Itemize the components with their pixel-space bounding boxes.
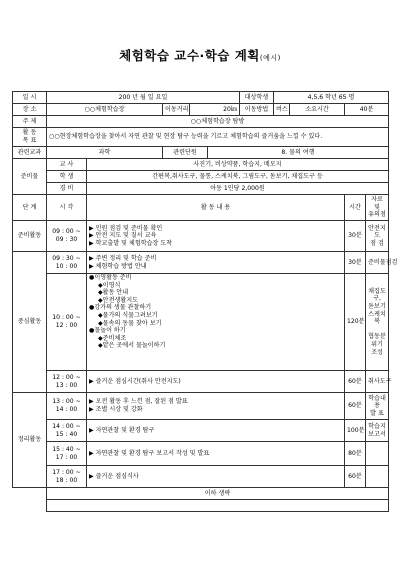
target-value: 4,5,6 학년 65 명 — [274, 92, 389, 104]
row-content — [87, 393, 345, 420]
subject-value: 과학 — [47, 147, 163, 159]
content-item: ▶ 즐거운 점심식사 — [89, 472, 139, 480]
row-note: 준비물점검 — [366, 252, 389, 274]
prep-label: 준비물 — [13, 159, 47, 195]
head-duration: 시간 — [345, 195, 366, 221]
row-duration: 60분 — [345, 466, 366, 488]
content-item: ▶ 학교출발 및 체험학습장 도착 — [89, 239, 173, 247]
stage-prep: 준비활동 — [13, 221, 47, 252]
row-time: 09 : 00 ~ 09 : 30 — [47, 221, 87, 252]
table-row — [13, 442, 389, 466]
document-title: 체험학습 교수·학습 계획(예시) — [119, 48, 281, 63]
row-note: 안전지도 점 검 — [366, 221, 389, 252]
goal-value: ○○현장체험학습장을 찾아서 자연 관찰 및 현장 탐구 능력을 기르고 체험학습의 즐거움을 느낄 수 있다. — [47, 128, 389, 147]
table-row — [13, 274, 389, 371]
unit-value: 8. 물의 여행 — [208, 147, 389, 159]
row-time: 09 : 30 ~ 10 : 00 — [47, 252, 87, 274]
row-date — [13, 92, 389, 104]
row-time: 17 : 00 ~ 18 : 00 — [47, 466, 87, 488]
content-item: ▶ 안전 지도 및 질서 교육 — [89, 232, 157, 240]
row-note — [366, 442, 389, 466]
footer-space — [47, 500, 389, 512]
table-row — [13, 466, 389, 488]
row-footer-space — [13, 500, 389, 512]
content-item: ◆물속의 동물 찾아 보기 — [98, 319, 162, 327]
row-duration: 60분 — [345, 393, 366, 420]
table-row — [13, 393, 389, 420]
content-item: ▶ 조별 시상 및 강화 — [89, 406, 143, 413]
method-label: 이동방법 — [240, 104, 274, 116]
row-goal — [13, 128, 389, 147]
row-content — [87, 274, 345, 371]
content-item: ●이영활동 준비 — [89, 274, 132, 281]
row-content — [87, 420, 345, 442]
head-stage: 단 계 — [13, 195, 47, 221]
stage-middle: 중심활동 — [13, 252, 47, 393]
content-item: ◆안전생활지도 — [98, 296, 139, 304]
row-duration: 30분 — [345, 252, 366, 274]
row-theme — [13, 116, 389, 128]
place-label: 장 소 — [13, 104, 47, 116]
head-content: 활 동 내 용 — [87, 195, 345, 221]
method-value: 버스 — [274, 104, 290, 116]
row-prep-student — [13, 171, 389, 183]
teacher-label: 교 사 — [47, 159, 87, 171]
row-time: 10 : 00 ~ 12 : 00 — [47, 274, 87, 371]
row-duration: 60분 — [345, 371, 366, 393]
date-value: 200 년 월 일 요일 — [47, 92, 240, 104]
distance-value: 20㎞ — [190, 104, 240, 116]
cost-label: 경 비 — [47, 183, 87, 195]
table-row — [13, 221, 389, 252]
student-value: 간편복,취사도구, 물통, 스케치북, 그림도구, 돋보기, 채집도구 등 — [87, 171, 389, 183]
content-item: ▶ 즐거운 점심시간(취사 안전지도) — [89, 377, 181, 385]
footer-blank — [13, 488, 47, 500]
row-note — [366, 466, 389, 488]
row-content — [87, 466, 345, 488]
row-time: 13 : 00 ~ 14 : 00 — [47, 393, 87, 420]
content-item: ◆얕은 곳에서 물놀이하기 — [98, 342, 166, 350]
distance-label: 이동거리 — [163, 104, 190, 116]
row-subject — [13, 147, 389, 159]
content-item: ▶ 자연관찰 및 환경 탐구 보고서 작성 및 발표 — [89, 449, 210, 457]
table-row — [13, 252, 389, 274]
content-item: ◆준비체조 — [98, 334, 127, 342]
row-time: 15 : 40 ~ 17 : 00 — [47, 442, 87, 466]
stage-wrap: 정리활동 — [13, 393, 47, 488]
place-value: ○○체험학습장 — [47, 104, 163, 116]
content-item: ▶ 주변 정리 및 학습 준비 — [89, 254, 157, 262]
row-duration: 120분 — [345, 274, 366, 371]
row-duration: 80분 — [345, 442, 366, 466]
footer-space-left — [13, 500, 47, 512]
row-time: 14 : 00 ~ 15 : 40 — [47, 420, 87, 442]
content-item: ▶ 체험학습 방법 안내 — [89, 262, 147, 270]
row-prep-teacher — [13, 159, 389, 171]
row-header — [13, 195, 389, 221]
row-duration: 30분 — [345, 221, 366, 252]
content-item: ●물놀이 하기 — [89, 327, 126, 335]
date-label: 일 시 — [13, 92, 47, 104]
row-note: 채집도구, 돋보기 스케치북 협동분위기 조성 — [366, 274, 389, 371]
row-content — [87, 371, 345, 393]
goal-label: 활 동 목 표 — [13, 128, 47, 147]
row-prep-cost — [13, 183, 389, 195]
content-item: ▶ 자연관찰 및 환경 탐구 — [89, 426, 155, 434]
content-item: ◆활동 안내 — [98, 289, 129, 297]
content-item: ◆이영식 — [98, 281, 121, 289]
theme-label: 주 제 — [13, 116, 47, 128]
theme-value: ○○체험학습장 탐방 — [47, 116, 389, 128]
time-value: 40분 — [345, 104, 389, 116]
unit-label: 관련단원 — [163, 147, 208, 159]
row-footer — [13, 488, 389, 500]
content-item: ▶ 오전 활동 후 느낀 점, 잘된 점 발표 — [89, 398, 188, 406]
row-note: 학습지 보고서 — [366, 420, 389, 442]
row-content — [87, 442, 345, 466]
cost-value: 아동 1인당 2,000원 — [87, 183, 389, 195]
row-content — [87, 252, 345, 274]
plan-table — [12, 91, 398, 512]
row-note: 취사도구 — [366, 371, 389, 393]
title-sub: (예시) — [259, 54, 281, 62]
table-row — [13, 371, 389, 393]
student-label: 학 생 — [47, 171, 87, 183]
row-duration: 100분 — [345, 420, 366, 442]
head-time: 시 각 — [47, 195, 87, 221]
content-item: ●강가의 생물 관찰하기 — [89, 304, 152, 312]
table-row — [13, 420, 389, 442]
content-item: ◆물가의 식물그려보기 — [98, 312, 158, 320]
subject-label: 관련교과 — [13, 147, 47, 159]
teacher-value: 사진기, 비상약품, 학습지, 메모지 — [87, 159, 389, 171]
row-note: 학습내용 발 표 — [366, 393, 389, 420]
content-item: ▶ 인원 점검 및 준비물 확인 — [89, 224, 163, 232]
row-content — [87, 221, 345, 252]
head-notes: 자료 및 유의점 — [366, 195, 389, 221]
row-time: 12 : 00 ~ 13 : 00 — [47, 371, 87, 393]
footer-text: 이하 생략 — [47, 488, 389, 500]
row-place — [13, 104, 389, 116]
time-label: 소요시간 — [290, 104, 345, 116]
target-label: 대상학생 — [240, 92, 274, 104]
